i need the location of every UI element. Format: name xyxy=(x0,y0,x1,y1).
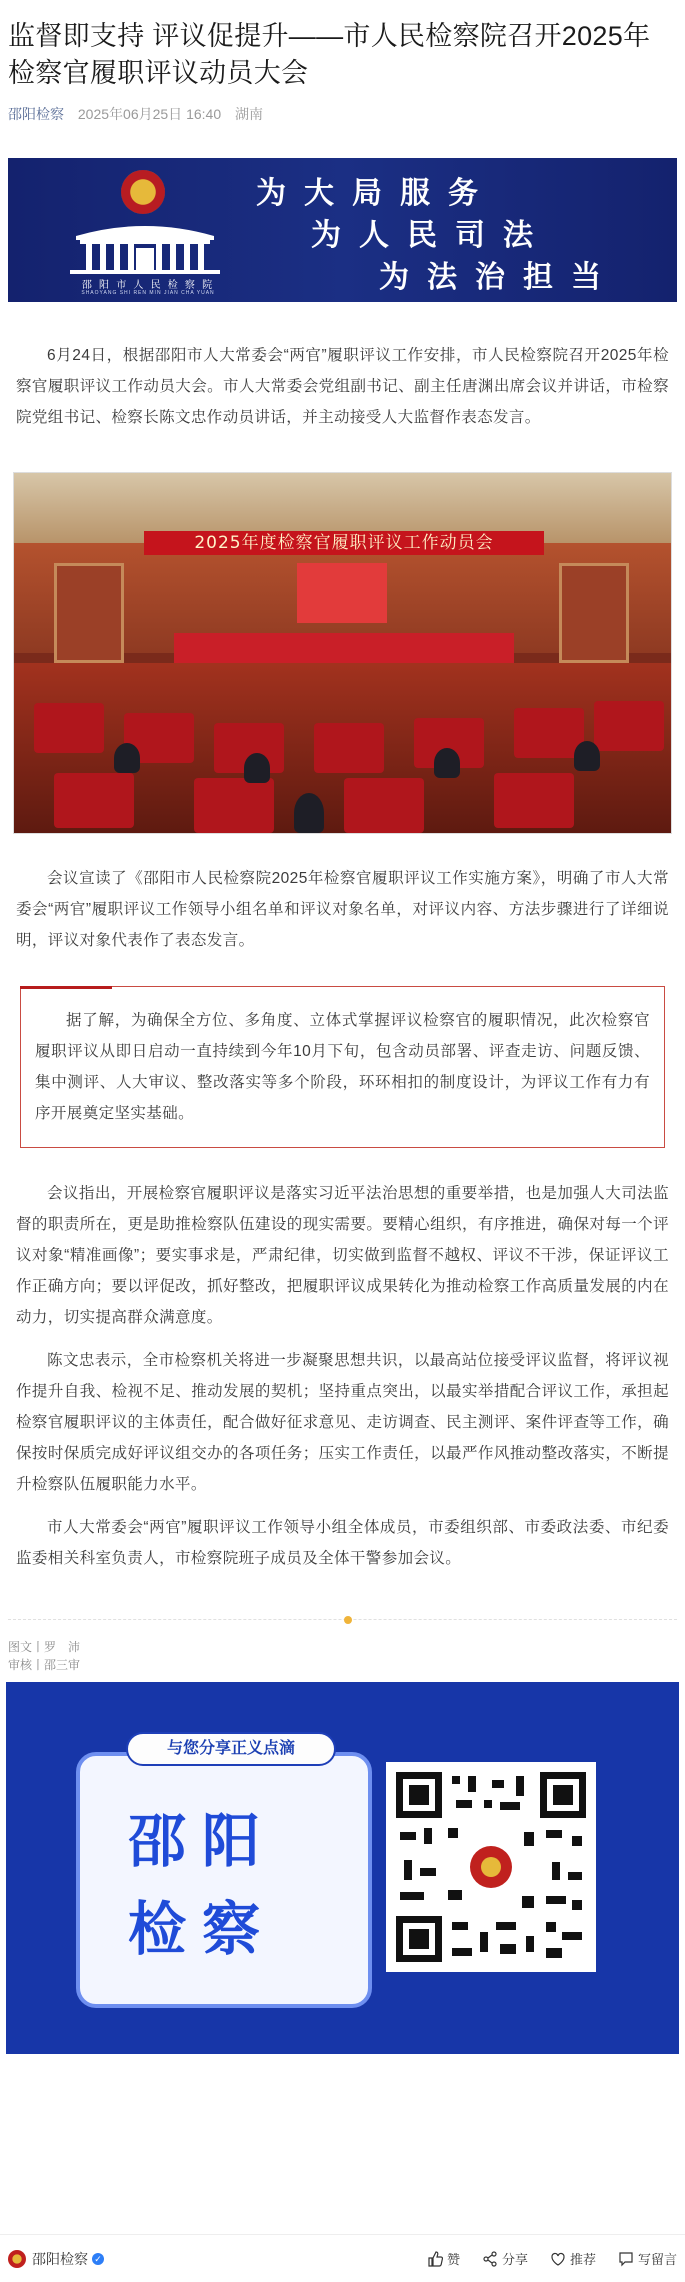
divider-dot-icon xyxy=(344,1616,352,1624)
photo-chair xyxy=(34,703,104,753)
comment-icon xyxy=(618,2251,634,2267)
bottom-action-bar xyxy=(0,2234,685,2282)
promo-card-inner xyxy=(76,1752,372,2008)
qr-code[interactable] xyxy=(386,1762,596,1972)
like-label: 赞 xyxy=(446,2252,460,2267)
photo-panel xyxy=(54,563,124,663)
photo-chair xyxy=(514,708,584,758)
meeting-photo[interactable] xyxy=(14,473,671,833)
publish-date: 2025年06月25日 16:40 xyxy=(77,106,222,122)
photo-chair xyxy=(314,723,384,773)
credits xyxy=(0,1626,685,1674)
slogan-line-2: 为人民司法 xyxy=(311,218,551,253)
paragraph-attendees: 市人大常委会“两官”履职评议工作领导小组全体成员，市委组织部、市委政法委、市纪委监委相关科室负责人，市检察院班子成员及全体干警参加会议。 xyxy=(16,1519,669,1567)
author-link[interactable]: 邵阳检察 xyxy=(8,106,64,122)
verified-check-icon: ✓ xyxy=(92,2253,104,2265)
account-avatar[interactable] xyxy=(8,2250,26,2268)
article-title: 监督即支持 评议促提升——市人民检察院召开2025年检察官履职评议动员大会 xyxy=(8,21,651,88)
photo-chair xyxy=(594,701,664,751)
divider-line xyxy=(8,1619,677,1620)
photo-panel xyxy=(559,563,629,663)
building-caption: 邵 阳 市 人 民 检 察 院 xyxy=(81,280,215,291)
credit-photo-text: 图文丨罗 沛 xyxy=(8,1640,81,1654)
share-button[interactable] xyxy=(482,2249,528,2268)
like-button[interactable] xyxy=(427,2249,460,2268)
building-caption-en: SHAOYANG SHI REN MIN JIAN CHA YUAN xyxy=(81,290,215,296)
photo-screen xyxy=(297,563,387,623)
share-icon xyxy=(482,2251,498,2267)
slogan-line-3: 为法治担当 xyxy=(379,260,619,295)
promo-tag: 与您分享正义点滴 xyxy=(126,1732,336,1766)
paragraph-meeting-points: 会议指出，开展检察官履职评议是落实习近平法治思想的重要举措，也是加强人大司法监督的职责所在，更是助推检察队伍建设的现实需要。要精心组织，有序推进，确保对每一个评议对象“精准画像”；要实事求是，严肃纪律，切实做到监督不越权、评议不干涉，保证评议工作正确方向；要以评促改，抓好整改，把履职评议成果转化为推动检察工作高质量发展的内在动力，切实提高群众满意度。 xyxy=(16,1185,669,1326)
paragraph-plan: 会议宣读了《邵阳市人民检察院2025年检察官履职评议工作实施方案》，明确了市人大常委会“两官”履职评议工作领导小组名单和评议对象名单，对评议内容、方法步骤进行了详细说明，评议对象代表作了表态发言。 xyxy=(16,870,669,949)
thumbs-up-icon xyxy=(427,2251,443,2267)
procuratorate-emblem-icon xyxy=(121,170,165,214)
photo-person xyxy=(114,743,140,773)
slogan-line-1: 为大局服务 xyxy=(256,176,496,211)
credit-review: 审核丨邵三审 xyxy=(8,1658,81,1672)
recommend-label: 推荐 xyxy=(569,2252,596,2267)
comment-label: 写留言 xyxy=(637,2252,677,2267)
comment-button[interactable] xyxy=(618,2249,677,2268)
header-banner xyxy=(8,158,677,302)
paragraph-statement: 陈文忠表示，全市检察机关将进一步凝聚思想共识，以最高站位接受评议监督，将评议视作提升自我、检视不足、推动发展的契机；坚持重点突出，以最实举措配合评议工作，承担起检察官履职评议的主体责任，配合做好征求意见、走访调查、民主测评、案件评查等工作，确保按时保质完成好评议组交办的各项任务；压实工作责任，以最严作风推动整改落实，不断提升检察队伍履职能力水平。 xyxy=(16,1352,669,1493)
promo-title-line-2: 检察 xyxy=(128,1895,277,1963)
share-label: 分享 xyxy=(501,2252,528,2267)
publish-location: 湖南 xyxy=(235,106,263,122)
photo-chair xyxy=(344,778,424,833)
photo-chair xyxy=(54,773,134,828)
promo-card xyxy=(6,1682,679,2054)
account-name[interactable]: 邵阳检察 xyxy=(32,2250,88,2267)
photo-person xyxy=(244,753,270,783)
photo-person xyxy=(294,793,324,833)
photo-chair xyxy=(194,778,274,833)
highlight-box xyxy=(20,986,665,1148)
photo-person xyxy=(574,741,600,771)
building-icon xyxy=(66,216,224,274)
meeting-banner: 2025年度检察官履职评议工作动员会 xyxy=(144,531,544,555)
photo-person xyxy=(434,748,460,778)
highlight-accent-bar xyxy=(20,986,112,989)
heart-icon xyxy=(550,2251,566,2267)
article-meta xyxy=(0,92,685,132)
promo-title-line-1: 邵阳 xyxy=(128,1807,277,1875)
section-divider xyxy=(8,1614,677,1626)
qr-code-icon xyxy=(396,1772,586,1962)
paragraph-intro: 6月24日，根据邵阳市人大常委会“两官”履职评议工作安排，市人民检察院召开2025年检察官履职评议工作动员大会。市人大常委会党组副书记、副主任唐渊出席会议并讲话，市检察院党组书记、检察长陈文忠作动员讲话，并主动接受人大监督作表态发言。 xyxy=(16,347,669,426)
article-actions xyxy=(405,2249,677,2268)
photo-chair xyxy=(494,773,574,828)
highlight-text: 据了解，为确保全方位、多角度、立体式掌握评议检察官的履职情况，此次检察官履职评议从即日启动一直持续到今年10月下旬，包含动员部署、评查走访、问题反馈、集中测评、人大审议、整改落实等多个阶段，环环相扣的制度设计，为评议工作有力有序开展奠定坚实基础。 xyxy=(35,1012,650,1122)
recommend-button[interactable] xyxy=(550,2249,596,2268)
